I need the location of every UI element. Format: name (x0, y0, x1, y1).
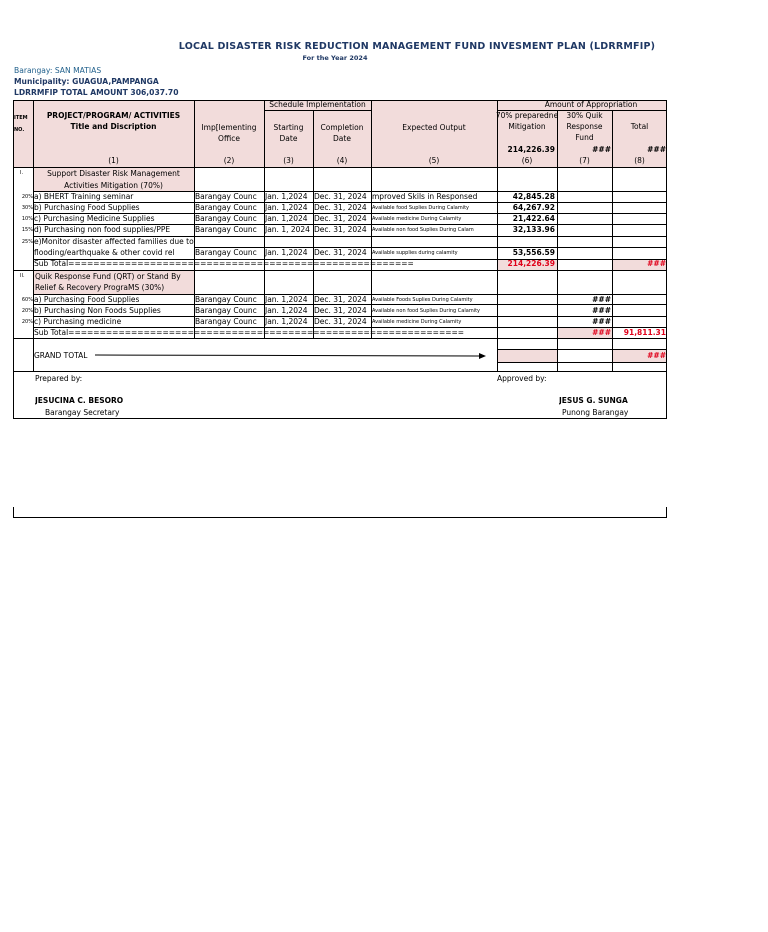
col-num: (2) (223, 156, 235, 165)
subtotal-value: 214,226.39 (507, 259, 555, 268)
row-output: Available medicine During Calamity (372, 216, 462, 222)
page-frame-bottom (13, 517, 667, 518)
row-end-date: Dec. 31, 2024 (314, 225, 367, 234)
grand-total-bg1 (497, 349, 557, 362)
row-output: Available non food Suplies During Calam (372, 227, 474, 233)
col-header-total: Total (630, 122, 649, 131)
row-amount: 32,133.96 (512, 225, 555, 234)
grand-total-arrow-icon (95, 350, 487, 362)
col-header-start: Starting (273, 123, 304, 132)
grand-total-value: ### (647, 351, 666, 360)
col-header-qrf-sub2: Fund (575, 133, 594, 142)
approved-by-label: Approved by: (497, 374, 547, 383)
col-header-qrf-sub: Response (566, 122, 603, 131)
barangay-label: Barangay: SAN MATIAS (14, 66, 102, 75)
col-header-office-sub: Office (218, 134, 240, 143)
row-title-2: flooding/earthquake & other covid rel (34, 248, 175, 257)
row-office: Barangay Counc (195, 203, 257, 212)
row-amount: ### (592, 317, 611, 326)
col-num: (4) (336, 156, 348, 165)
prepared-by-title: Barangay Secretary (45, 408, 120, 417)
row-sep (264, 110, 371, 111)
row-title: e)Monitor disaster affected families due to (34, 237, 194, 246)
col-header-project: PROJECT/PROGRAM/ ACTIVITIES (46, 111, 181, 120)
row-office: Barangay Counc (195, 225, 257, 234)
row-sep (13, 371, 666, 372)
row-end-date: Dec. 31, 2024 (314, 295, 367, 304)
col-header-mitigation: 70% preparedne (495, 111, 559, 120)
col-header-mitigation-sub: Mitigation (508, 122, 546, 131)
subtotal-total: ### (647, 259, 666, 268)
col-num: (3) (283, 156, 294, 165)
row-title: a) BHERT Training seminar (34, 192, 134, 201)
row-start-date: Jan. 1, 2024 (265, 225, 310, 234)
row-title: a) Purchasing Food Supplies (34, 295, 140, 304)
col-header-output: Expected Output (402, 123, 466, 132)
total-value: ### (647, 145, 666, 154)
row-amount: 64,267.92 (512, 203, 555, 212)
row-title: d) Purchasing non food supplies/PPE (34, 225, 171, 234)
row-end-date: Dec. 31, 2024 (314, 317, 367, 326)
row-start-date: Jan. 1,2024 (265, 203, 308, 212)
row-amount: 53,556.59 (512, 248, 555, 257)
row-output: Available non food Suplies During Calamity (372, 308, 480, 314)
document-year: For the Year 2024 (302, 54, 368, 62)
row-office: Barangay Counc (195, 192, 257, 201)
row-output: Available food Suplies During Calamity (372, 205, 470, 211)
col-num: (1) (108, 156, 119, 165)
col-header-start-sub: Date (279, 134, 298, 143)
subtotal-value: ### (592, 328, 611, 337)
row-start-date: Jan. 1,2024 (265, 214, 308, 223)
row-end-date: Dec. 31, 2024 (314, 306, 367, 315)
table-border-bottom (13, 418, 667, 419)
subtotal-label: Sub Total=============================================================== (34, 328, 465, 337)
document-title: LOCAL DISASTER RISK REDUCTION MANAGEMENT FUND INVESMENT PLAN (LDRRMFIP) (178, 41, 656, 52)
row-percent: 60% (21, 297, 33, 303)
col-header-completion: Completion (320, 123, 364, 132)
table-border-right (666, 100, 667, 418)
row-output: mproved Skils in Responsed (372, 192, 478, 201)
approved-by-name: JESUS G. SUNGA (559, 396, 628, 405)
col-num: (5) (428, 156, 440, 165)
col-num: (8) (634, 156, 645, 165)
prepared-by-label: Prepared by: (35, 374, 83, 383)
row-amount: 42,845.28 (512, 192, 555, 201)
municipality-label: Municipality: GUAGUA,PAMPANGA (14, 77, 159, 86)
row-office: Barangay Counc (195, 306, 257, 315)
section2-title-2: Relief & Recovery PrograMS (30%) (35, 283, 165, 292)
row-start-date: Jan. 1,2024 (265, 295, 308, 304)
row-percent: 15% (21, 227, 33, 233)
section1-title-2: Activities Mitigation (70%) (64, 181, 163, 190)
col-header-completion-sub: Date (333, 134, 351, 143)
row-office: Barangay Counc (195, 214, 257, 223)
section2-roman: II. (20, 273, 25, 279)
row-sep (13, 338, 666, 339)
row-office: Barangay Counc (195, 317, 257, 326)
col-header-project-sub: Title and Discription (70, 122, 157, 131)
prepared-by-name: JESUCINA C. BESORO (35, 396, 124, 405)
col-header-qrf: 30% Quik (566, 111, 603, 120)
row-percent: 20% (21, 319, 33, 325)
approved-by-title: Punong Barangay (562, 408, 629, 417)
row-percent: 20% (21, 308, 33, 314)
row-start-date: Jan. 1,2024 (265, 317, 308, 326)
row-percent: 25% (21, 239, 33, 245)
subtotal-total: 91,811.31 (623, 328, 666, 337)
row-output: Available medicine During Calamity (372, 319, 462, 325)
row-percent: 10% (21, 216, 33, 222)
row-amount: ### (592, 295, 611, 304)
row-output: Available Foods Suplies During Calamity (372, 297, 473, 303)
row-end-date: Dec. 31, 2024 (314, 214, 367, 223)
row-start-date: Jan. 1,2024 (265, 306, 308, 315)
section1-title: Support Disaster Risk Management (47, 169, 180, 178)
qrf-total-value: ### (592, 145, 611, 154)
row-end-date: Dec. 31, 2024 (314, 203, 367, 212)
grand-total-label: GRAND TOTAL (34, 351, 88, 360)
row-start-date: Jan. 1,2024 (265, 248, 308, 257)
row-percent: 30% (21, 205, 33, 211)
row-title: b) Purchasing Non Foods Supplies (34, 306, 161, 315)
col-header-schedule: Schedule Implementation (269, 100, 366, 109)
row-office: Barangay Counc (195, 248, 257, 257)
row-percent: 20% (21, 194, 33, 200)
total-amount-label: LDRRMFIP TOTAL AMOUNT 306,037.70 (14, 88, 179, 97)
row-office: Barangay Counc (195, 295, 257, 304)
col-num: (6) (521, 156, 533, 165)
subtotal-label: Sub Total======================================================= (34, 259, 414, 268)
row-title: b) Purchasing Food Supplies (34, 203, 140, 212)
row-output: Available supplies during calamity (372, 250, 458, 256)
col-header-item-no: ITEM NO. (14, 115, 28, 133)
mitigation-total-value: 214,226.39 (507, 145, 555, 154)
row-start-date: Jan. 1,2024 (265, 192, 308, 201)
section2-title: Quik Response Fund (QRT) or Stand By (35, 272, 181, 281)
col-num: (7) (579, 156, 590, 165)
row-title: c) Purchasing medicine (34, 317, 122, 326)
row-amount: 21,422.64 (512, 214, 555, 223)
row-amount: ### (592, 306, 611, 315)
row-title: c) Purchasing Medicine Supplies (34, 214, 155, 223)
row-end-date: Dec. 31, 2024 (314, 248, 367, 257)
col-header-appropriation: Amount of Appropriation (544, 100, 638, 109)
section1-roman: I. (20, 170, 24, 176)
col-header-office: Imp[lementing (201, 123, 257, 132)
row-sep (497, 362, 666, 363)
row-end-date: Dec. 31, 2024 (314, 192, 367, 201)
